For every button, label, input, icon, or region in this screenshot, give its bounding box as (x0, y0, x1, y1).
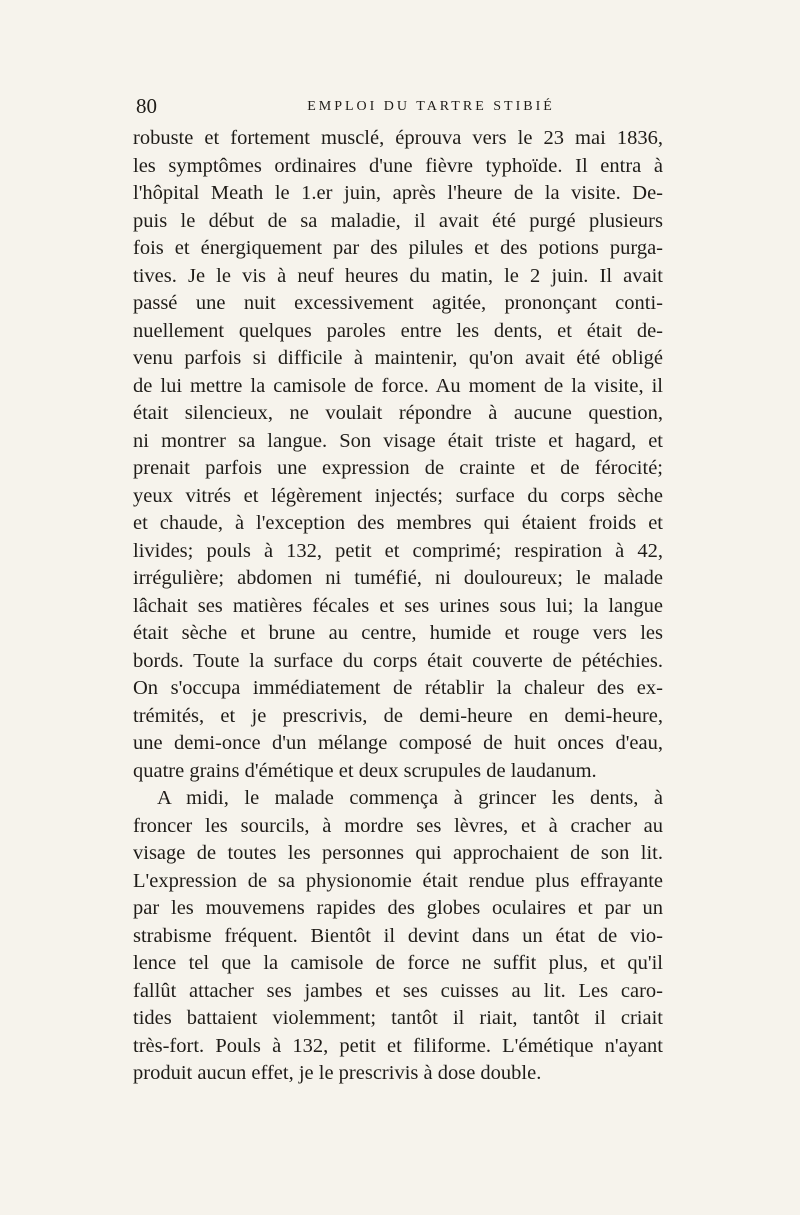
text-line: une demi-once d'un mélange composé de huit onces d'eau, (133, 732, 663, 754)
text-line: produit aucun effet, je le prescrivis à dose double. (133, 1062, 542, 1084)
text-line: strabisme fréquent. Bientôt il devint dans un état de vio- (133, 924, 663, 947)
text-line: A midi, le malade commença à grincer les dents, à (157, 787, 663, 809)
text-line: était sèche et brune au centre, humide et rouge vers les (133, 622, 663, 644)
text-line: irrégulière; abdomen ni tuméfié, ni douloureux; le malade (133, 567, 663, 589)
text-line: passé une nuit excessivement agitée, prononçant conti- (133, 292, 663, 314)
text-line: les symptômes ordinaires d'une fièvre typhoïde. Il entra à (133, 154, 663, 177)
text-line: froncer les sourcils, à mordre ses lèvres, et à cracher au (133, 814, 663, 837)
text-line: L'expression de sa physionomie était rendue plus effrayante (133, 869, 663, 892)
text-line: visage de toutes les personnes qui approchaient de son lit. (133, 842, 663, 864)
text-line: On s'occupa immédiatement de rétablir la chaleur des ex- (133, 677, 663, 699)
text-line: très-fort. Pouls à 132, petit et filiforme. L'émétique n'ayant (133, 1034, 663, 1057)
page-number: 80 (136, 94, 157, 118)
text-line: fois et énergiquement par des pilules et des potions purga- (133, 237, 663, 259)
text-line: trémités, et je prescrivis, de demi-heure en demi-heure, (133, 704, 663, 727)
text-line: yeux vitrés et légèrement injectés; surface du corps sèche (133, 484, 663, 507)
body-text (133, 125, 663, 1088)
text-line: fallût attacher ses jambes et ses cuisses au lit. Les caro- (133, 979, 663, 1002)
text-line: nuellement quelques paroles entre les dents, et était de- (133, 319, 663, 342)
text-line: de lui mettre la camisole de force. Au moment de la visite, il (133, 374, 663, 397)
text-line: et chaude, à l'exception des membres qui étaient froids et (133, 512, 663, 534)
text-line: robuste et fortement musclé, éprouva vers le 23 mai 1836, (133, 127, 663, 149)
text-line: quatre grains d'émétique et deux scrupules de laudanum. (133, 759, 597, 782)
text-line: bords. Toute la surface du corps était couverte de pétéchies. (133, 649, 663, 672)
text-line: tives. Je le vis à neuf heures du matin, le 2 juin. Il avait (133, 264, 663, 287)
text-line: était silencieux, ne voulait répondre à aucune question, (133, 402, 663, 424)
page-header (136, 94, 666, 124)
text-line: par les mouvemens rapides des globes oculaires et par un (133, 897, 663, 919)
text-line: l'hôpital Meath le 1.er juin, après l'heure de la visite. De- (133, 182, 663, 204)
text-line: tides battaient violemment; tantôt il riait, tantôt il criait (133, 1007, 663, 1029)
text-line: puis le début de sa maladie, il avait été purgé plusieurs (133, 209, 663, 232)
text-line: lâchait ses matières fécales et ses urines sous lui; la langue (133, 594, 663, 617)
running-title: EMPLOI DU TARTRE STIBIÉ (307, 99, 555, 114)
text-line: lence tel que la camisole de force ne suffit plus, et qu'il (133, 952, 663, 974)
text-line: ni montrer sa langue. Son visage était triste et hagard, et (133, 429, 663, 452)
text-line: venu parfois si difficile à maintenir, qu'on avait été obligé (133, 347, 663, 369)
text-line: livides; pouls à 132, petit et comprimé; respiration à 42, (133, 539, 663, 562)
text-line: prenait parfois une expression de crainte et de férocité; (133, 457, 663, 479)
